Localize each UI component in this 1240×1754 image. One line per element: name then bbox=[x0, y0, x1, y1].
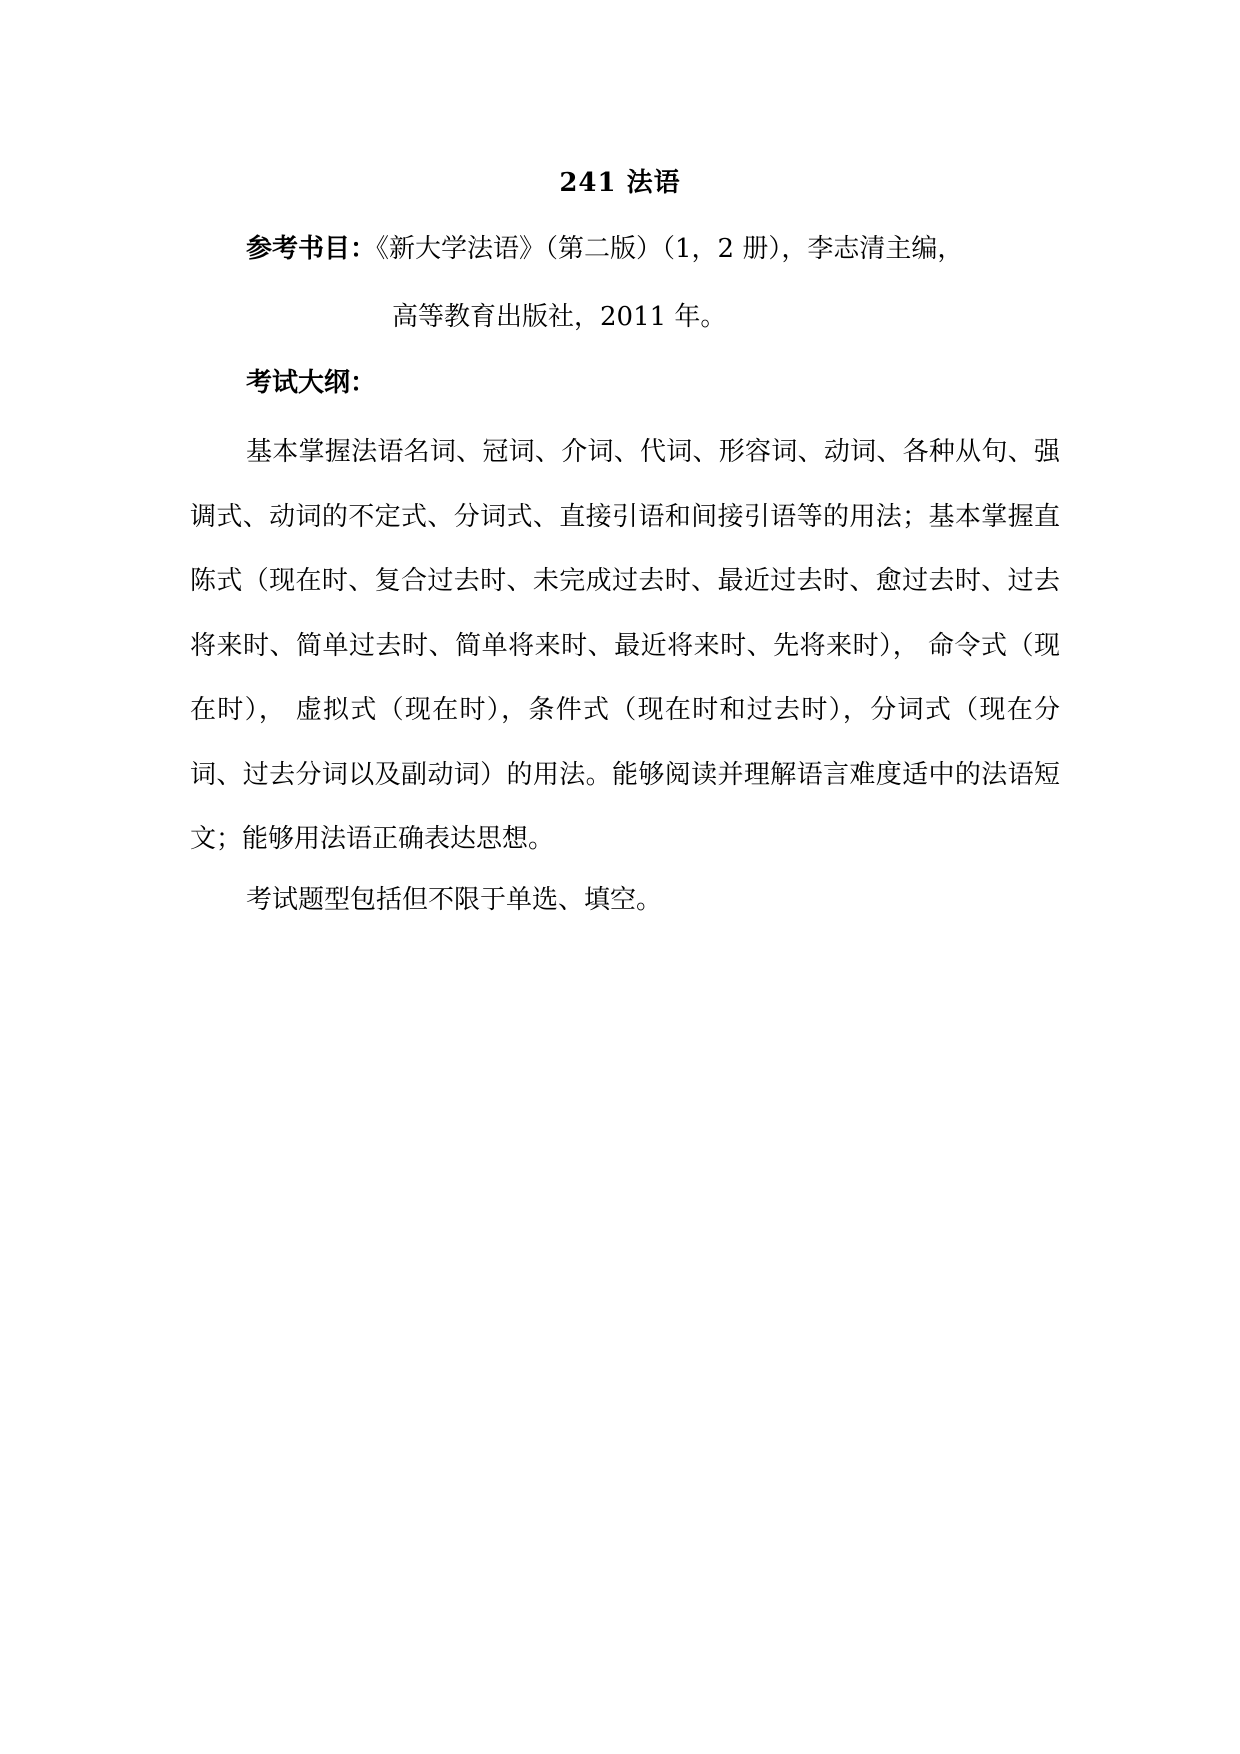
reference-line-1 bbox=[246, 229, 963, 269]
reference-label: 参考书目： bbox=[246, 234, 377, 264]
reference-line-2: 高等教育出版社，2011 年。 bbox=[392, 302, 727, 332]
question-types-paragraph: 考试题型包括但不限于单选、填空。 bbox=[246, 885, 663, 915]
outline-body-paragraph: 基本掌握法语名词、冠词、介词、代词、形容词、动词、各种从句、强调式、动词的不定式、分词式、直接引语和间接引语等的用法；基本掌握直陈式（现在时、复合过去时、未完成过去时、最近过去时、愈过去时、过去将来时、简单过去时、简单将来时、最近将来时、先将来时）， 命令式（现在时）， 虚拟式（现在时），条件式（现在时和过去时），分词式（现在分词、过去分词以及副动词）的用法。能够阅读并理解语言难度适中的法语短文；能够用法语正确表达思想。 bbox=[190, 437, 1061, 854]
outline-heading: 考试大纲： bbox=[246, 368, 377, 398]
reference-text-1: 《新大学法语》（第二版）（1，2 册），李志清主编， bbox=[376, 234, 964, 264]
document-title: 241 法语 bbox=[559, 168, 681, 198]
